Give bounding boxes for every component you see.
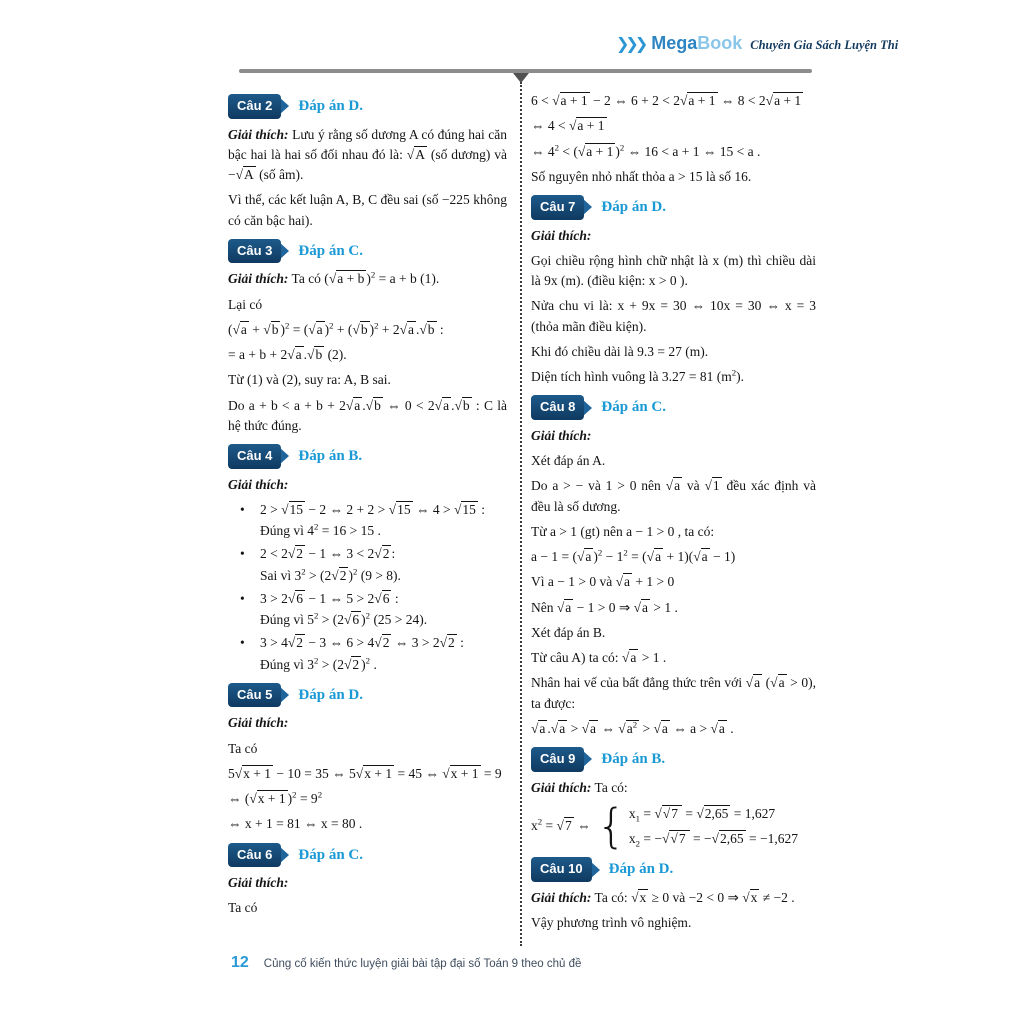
text-line: Giải thích: Lưu ý rằng số dương A có đúng hai căn bậc hai là hai số đối nhau đó là: √A (số dương) và −√A (số âm). [228,126,508,182]
question-badge: Câu 7 [531,195,584,220]
text-line: 6 < √a + 1 − 2 ⇔ 6 + 2 < 2√a + 1 ⇔ 8 < 2√a + 1 [531,93,802,108]
system-line: $x_2 = -√√7 = -√2,65 = -1,627$ [628,831,798,849]
question-badge: Câu 3 [228,239,281,264]
text-line: ⇔ (√x + 1 )$^2 = 9^2$ [228,789,323,806]
sqrt-radical: √7 [662,805,678,821]
text-line: a − 1 = (√a )$^2 - 1^2 = (√a + 1)(√a - 1)$ [531,547,736,564]
text-line: Lại có [228,296,263,312]
text-line: Ta có [228,740,258,756]
text-line [228,713,507,733]
sqrt-radical: √a [633,599,649,615]
sqrt-radical: √x + 1 [249,791,286,806]
sqrt-radical: √b [307,347,323,362]
sqrt-radical: √a [287,347,302,362]
column-left [228,86,507,924]
text-line: Nên √a − 1 > 0 ⇒ √a > 1 . [531,599,678,615]
sqrt-radical: √a [653,720,668,736]
logo-chevrons-icon: ❯❯❯ [616,34,645,53]
sqrt-radical: √a + 1 [569,118,605,134]
text-line: Do a > − và 1 > 0 nên √a và √1 đều xác định và đều là số dương. [531,478,817,514]
question-header [228,843,507,868]
sqrt-radical: √7 [556,818,572,834]
sqrt-radical: √b [263,321,279,337]
text-line: Gọi chiều rộng hình chữ nhật là x (m) thì chiều dài là 9x (m). (điều kiện: x > 0 ). [531,252,816,288]
question-header [531,395,816,420]
text-line: ⇔ 4 < √a + 1 [531,118,605,134]
text-line: Giải thích: Ta có (√a + b )$^2$ = a + b (1). [228,269,440,287]
sqrt-radical: √a [665,478,681,494]
text-line: Xét đáp án B. [531,624,606,640]
question-header [531,195,816,220]
explain-label: Giải thích: [531,427,592,443]
sqrt-radical: √2 [374,635,390,651]
sqrt-radical: √x + 1 [234,765,272,781]
sqrt-radical: √2 [287,635,304,651]
bullet-line: • 3 > 2√6 − 1 ⇔ 5 > 2√6 : [228,589,507,609]
question-badge: Câu 10 [531,857,592,882]
sqrt-radical: √a [556,599,572,615]
sqrt-radical: √b [454,397,470,413]
explain-label: Giải thích: [228,476,289,492]
bullet-line: • 3 > 4√2 − 3 ⇔ 6 > 4√2 ⇔ 3 > 2√2 : [228,633,507,653]
sqrt-radical: √a [615,574,631,590]
text-line: Vậy phương trình vô nghiệm. [531,915,692,930]
page-number: 12 [231,954,249,971]
megabook-logo [616,33,898,54]
answer-label: Đáp án B. [601,751,666,767]
sqrt-radical: √2 [439,635,455,651]
sqrt-radical: √a [576,549,592,564]
logo-tagline: Chuyên Gia Sách Luyện Thi [750,38,899,52]
answer-label: Đáp án C. [601,399,667,416]
text-line: Từ câu A) ta có: √a > 1 . [531,650,667,665]
text-line [228,475,507,495]
column-divider [520,82,522,946]
sqrt-radical: √x + 1 [355,765,393,781]
bullet-line: • 2 > √15 − 2 ⇔ 2 + 2 > √15 ⇔ 4 > √15 : [228,500,507,520]
question-header [228,94,507,119]
sqrt-radical: √a [710,720,725,736]
text-line: ⇔ x + 1 = 81 ⇔ x = 80 . [228,816,363,832]
text-line: ⇔ $4^2 < (√a + 1$ )$^2$ ⇔ 16 < a + 1 ⇔ 15 < a . [531,142,761,159]
text-line [531,426,816,446]
text-line: Sai vì $3^2 > (2√2$ )$^2$ (9 > 8). [260,566,401,583]
footer-title: Củng cố kiến thức luyện giải bài tập đại số Toán 9 theo chủ đề [263,958,582,970]
text-line: Nhân hai vế của bất đẳng thức trên với √a (√a > 0), ta được: [531,675,816,711]
brace-icon: { [596,798,626,853]
sqrt-radical: √2 [374,546,390,562]
text-line: (√a + √b )$^2$ = (√a )$^2$ + (√b )$^2$ + 2√a .√b : [228,320,444,337]
sqrt-radical: √a + 1 [765,93,802,108]
text-line: Giải thích: Ta có: [531,779,628,795]
sqrt-radical: √a [646,549,662,564]
explain-label: Giải thích: [531,227,592,243]
text-line: Số nguyên nhỏ nhất thỏa a > 15 là số 16. [531,168,752,184]
text-line: Từ a > 1 (gt) nên a − 1 > 0 , ta có: [531,523,715,539]
answer-label: Đáp án D. [298,98,364,114]
sqrt-radical: √15 [453,501,476,517]
text-line: Ta có [228,900,258,916]
question-badge: Câu 2 [228,94,281,119]
system-line: $x_1 = √√7 = √2,65 = 1,627$ [628,805,776,824]
question-badge: Câu 6 [228,843,281,868]
text-line: Khi đó chiều dài là 9.3 = 27 (m). [531,343,709,359]
question-badge: Câu 5 [228,683,281,708]
question-badge: Câu 9 [531,747,584,772]
sqrt-radical: $√a^2$ [618,719,638,736]
sqrt-radical: √A [235,167,254,182]
sqrt-radical: √a [232,321,247,337]
sqrt-radical: √a + 1 [577,143,614,159]
explain-label: Giải thích: [228,875,289,890]
explain-label: Giải thích: [228,126,289,142]
sqrt-radical: √x + 1 [442,765,479,781]
sqrt-radical: √a [308,321,323,337]
column-right [531,86,816,938]
text-line: = a + b + 2√a .√b (2). [228,347,347,362]
sqrt-radical: √2,65 [696,805,729,821]
sqrt-radical: √2 [344,656,360,672]
sqrt-radical: √a [693,549,708,564]
sqrt-radical: √6 [374,590,390,606]
text-line: Đúng vì $4^2 = 16 > 15$ . [260,521,381,538]
logo-mega-text: Mega [651,33,698,53]
explain-label: Giải thích: [228,271,289,287]
logo-book-text: Book [697,33,743,53]
sqrt-radical: √2,65 [711,831,744,846]
text-line: Nửa chu vi là: x + 9x = 30 ⇔ 10x = 30 ⇔ x = 3 (thỏa mãn điều kiện). [531,298,816,334]
question-badge: Câu 8 [531,395,584,420]
sqrt-radical: √a + b [328,271,365,287]
answer-label: Đáp án C. [298,846,364,863]
sqrt-radical: √√7 [662,830,690,846]
answer-label: Đáp án B. [298,448,363,464]
sqrt-radical: √2 [331,567,347,583]
sqrt-radical: √a [399,321,414,337]
sqrt-radical: √b [352,321,368,337]
text-line [531,226,816,246]
sqrt-radical: √A [406,146,425,162]
sqrt-radical: √2 [287,546,304,562]
answer-label: Đáp án C. [298,242,364,259]
text-line: Từ (1) và (2), suy ra: A, B sai. [228,372,391,388]
page-footer [231,954,581,972]
answer-label: Đáp án D. [601,199,667,215]
sqrt-radical: √a + 1 [552,93,588,108]
sqrt-radical: √a [770,675,785,691]
sqrt-radical: √b [419,321,435,337]
question-header [228,444,507,469]
sqrt-radical: √a [581,720,597,736]
text-line: Vì thế, các kết luận A, B, C đều sai (số −225 không có căn bậc hai). [228,192,507,228]
text-line: Diện tích hình vuông là 3.27 = 81 $(m^2)$. [531,367,744,384]
sqrt-radical: √15 [281,501,304,517]
text-line: Xét đáp án A. [531,453,606,468]
sqrt-radical: √a [621,650,637,665]
sqrt-radical: √√7 [654,805,682,821]
text-line: Đúng vì $3^2 > (2√2$ )$^2$ . [260,655,377,672]
sqrt-radical: √b [365,397,381,413]
sqrt-radical: √6 [344,612,360,627]
question-header [531,857,816,882]
sqrt-radical: √1 [704,478,720,494]
explain-label: Giải thích: [531,779,592,795]
bullet-line: • 2 < 2√2 − 1 ⇔ 3 < 2√2 : [228,544,507,564]
text-line: √a .√a > √a ⇔ $√a^2 > √a$ ⇔ a > √a . [531,719,734,736]
explain-label: Giải thích: [228,715,289,731]
system-lead: $x^2 = √7$ ⇔ [531,816,591,834]
question-header [228,239,507,264]
sqrt-radical: √a [550,720,566,736]
answer-label: Đáp án D. [298,686,364,703]
sqrt-radical: √a [531,720,546,736]
sqrt-radical: √a [745,675,761,691]
sqrt-radical: √x [631,889,647,905]
text-line: 5√x + 1 − 10 = 35 ⇔ 5√x + 1 = 45 ⇔ √x + 1 = 9 [228,765,502,781]
text-line [228,873,507,893]
question-badge: Câu 4 [228,444,281,469]
sqrt-radical: √a [434,397,450,413]
text-line: Giải thích: Ta có: √x ≥ 0 và −2 < 0 ⇒ √x ≠ −2 . [531,889,795,905]
equation-system [531,798,816,853]
question-header [228,683,507,708]
text-line: Đúng vì $5^2 > (2√6$ )$^2$ (25 > 24). [260,610,428,627]
question-header [531,747,816,772]
sqrt-radical: √a [345,397,361,413]
sqrt-radical: √7 [670,831,686,846]
text-line: Do a + b < a + b + 2√a .√b ⇔ 0 < 2√a .√b : C là hệ thức đúng. [228,397,507,433]
sqrt-radical: √6 [287,590,304,606]
sqrt-radical: √15 [388,501,411,517]
sqrt-radical: √x [742,889,758,905]
answer-label: Đáp án D. [608,861,674,878]
sqrt-radical: √a + 1 [680,93,716,108]
explain-label: Giải thích: [531,889,592,905]
text-line: Vì a − 1 > 0 và √a + 1 > 0 [531,574,675,590]
